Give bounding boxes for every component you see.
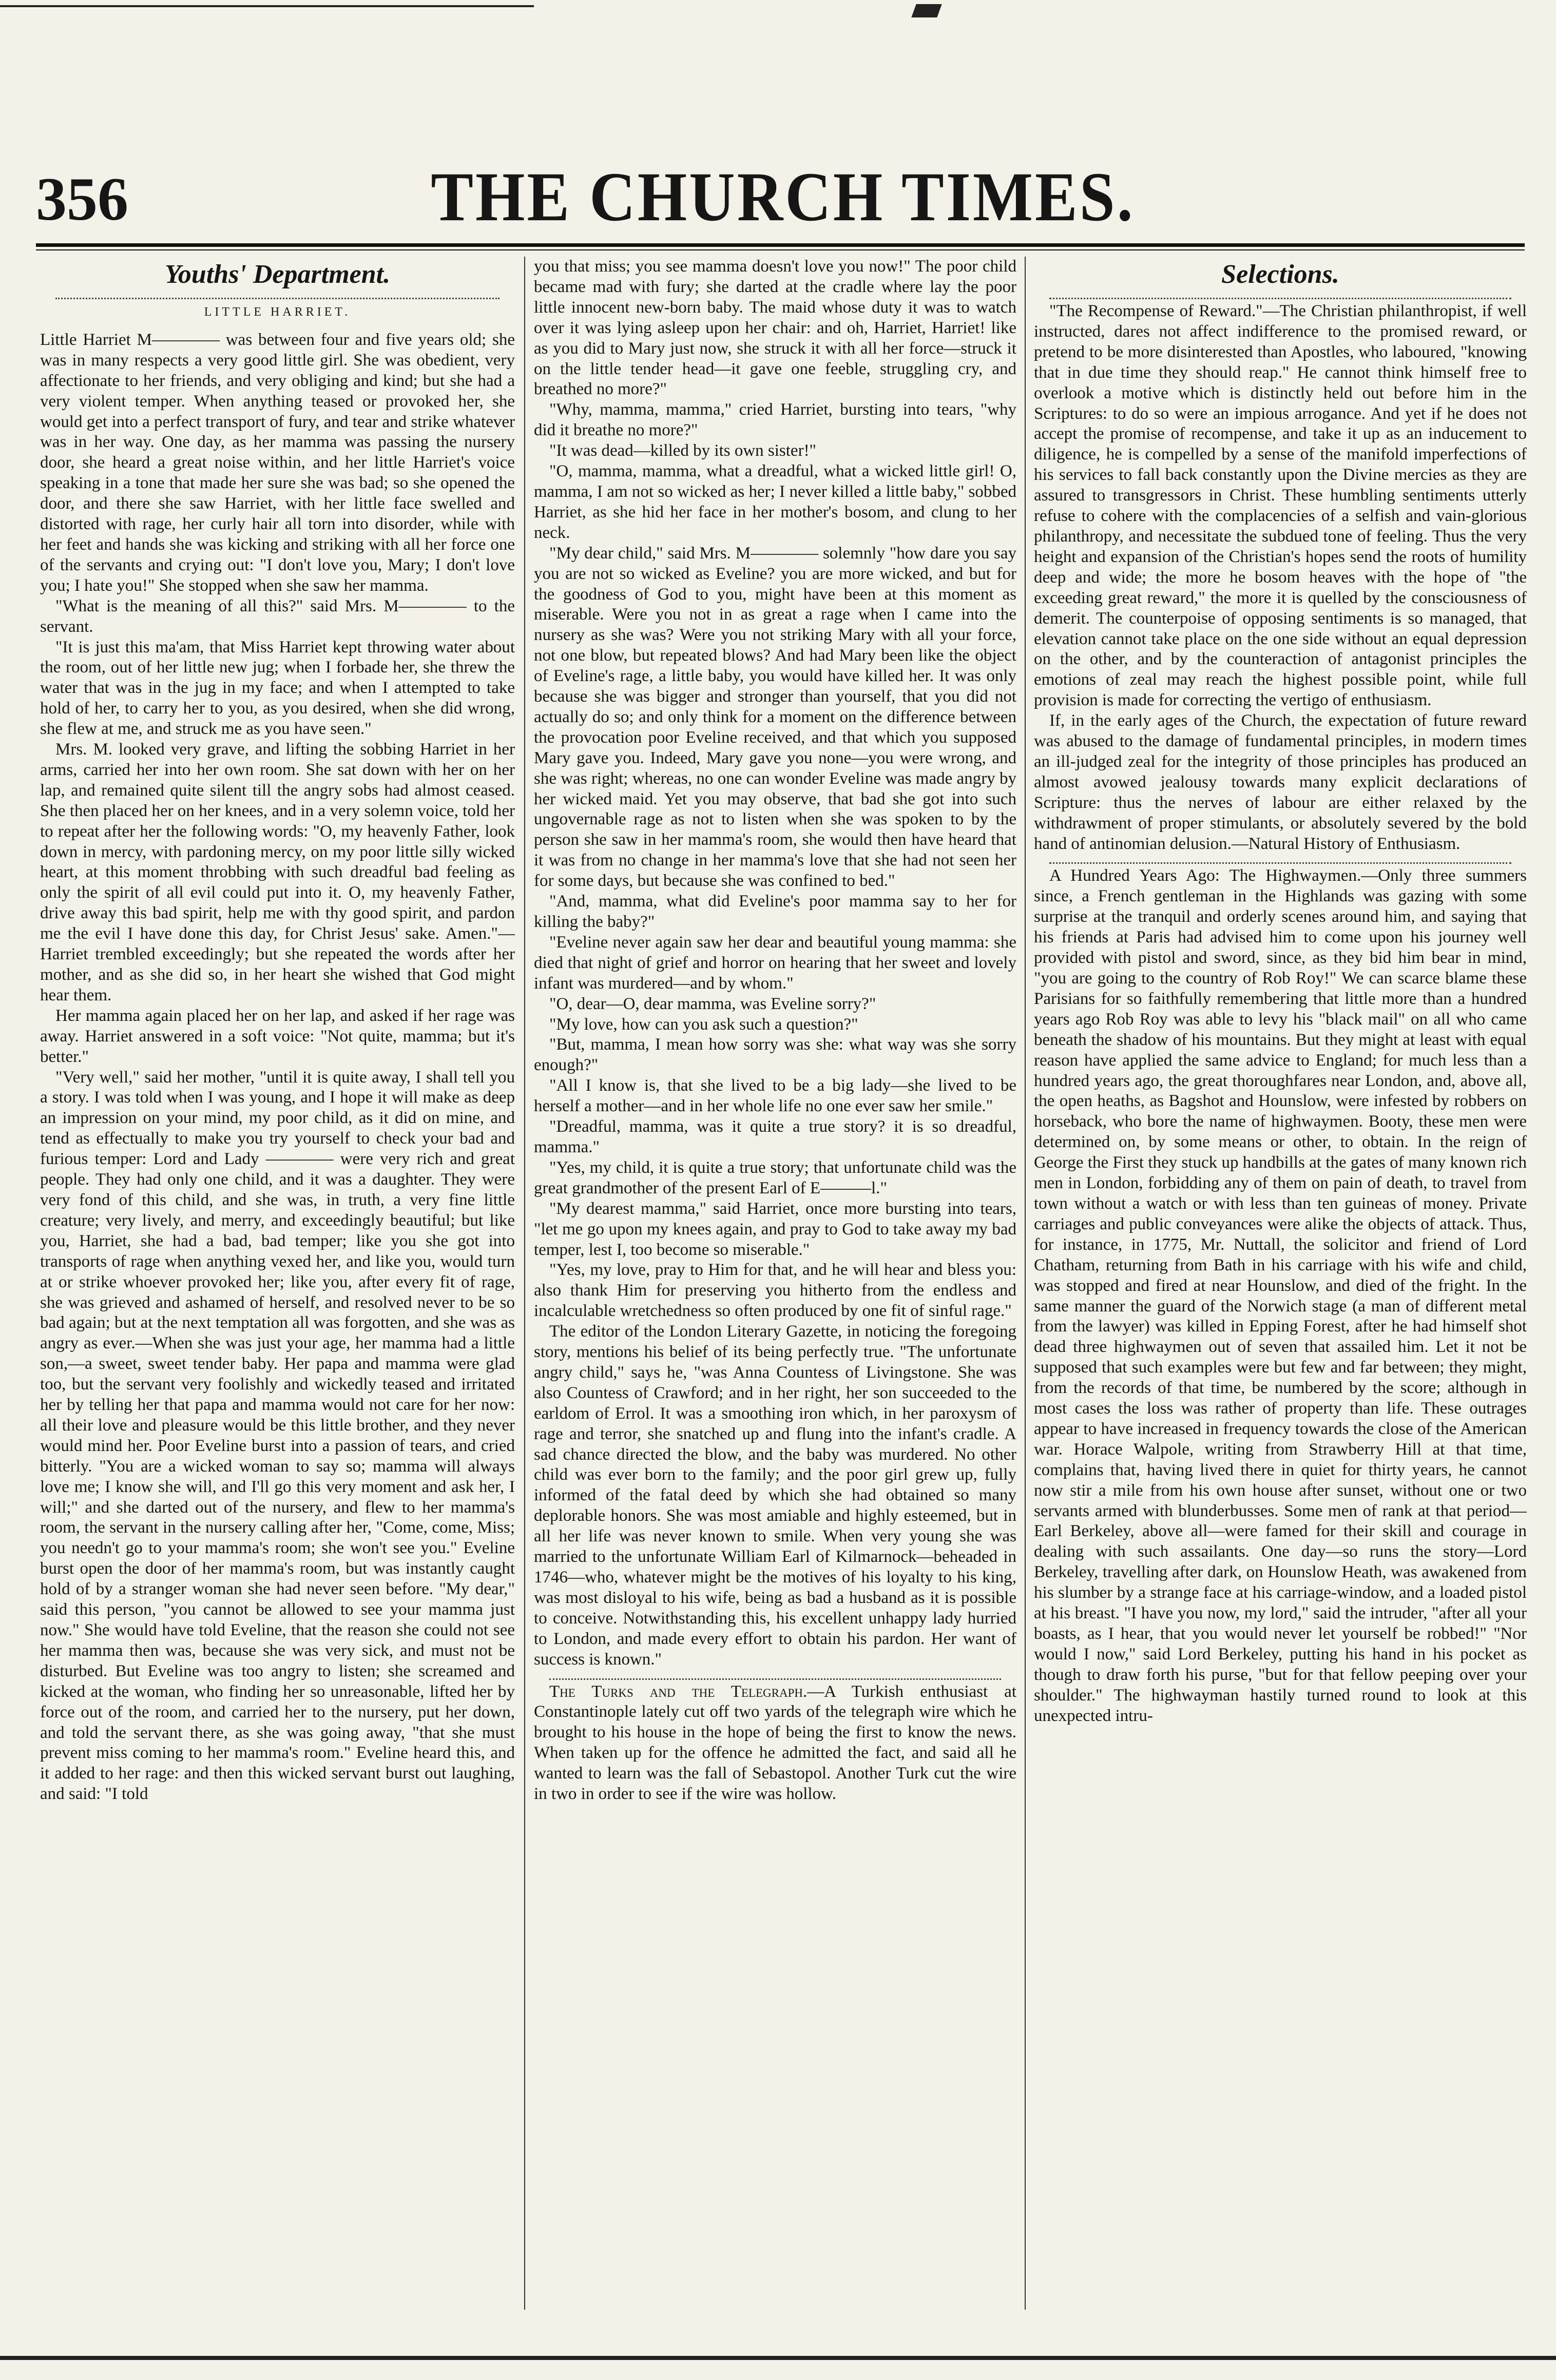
- ornamental-rule: [1049, 291, 1511, 299]
- top-edge-rule: [0, 5, 534, 7]
- paragraph: "O, mamma, mamma, what a dreadful, what a wicked little girl! O, mamma, I am not so wicked as her; I never killed a little baby," sobbed Harriet, as she hid her face in her mother's bosom, and clung to her neck.: [534, 462, 1016, 542]
- paragraph: "My dearest mamma," said Harriet, once more bursting into tears, "let me go upon my knees again, and pray to God to take away my bad temper, lest I, too become so miserable.": [534, 1199, 1016, 1259]
- page-number: 356: [36, 165, 128, 233]
- paragraph: A Hundred Years Ago: The Highwaymen.—Only three summers since, a French gentleman in the Highlands was gazing with some surprise at the tranquil and orderly scenes around him, and saying that his friends at Paris had advised him to come upon his journey well provided with pistol and sword, since, as they bid him bear in mind, "you are going to the country of Rob Roy!" We can scarce blame these Parisians for so faithfully remembering that little more than a hundred years ago Rob Roy was able to levy his "black mail" on all who came beneath the shadow of his mountains. But they might at least with equal reason have applied the same advice to England; for much less than a hundred years ago, the great thoroughfares near London, and, above all, the open heaths, as Bagshot and Hounslow, were infested by robbers on horseback, who bore the name of highwaymen. Booty, these men were determined on, by some means or other, to obtain. In the reign of George the First they stuck up handbills at the gates of many known rich men in London, forbidding any of them on pain of death, to travel from town without a watch or with less than ten guineas of money. Private carriages and public conveyances were alike the objects of attack. Thus, for instance, in 1775, Mr. Nuttall, the solicitor and friend of Lord Chatham, returning from Bath in his carriage with his wife and child, was stopped and fired at near Hounslow, and died of the fright. In the same manner the guard of the Norwich stage (a man of different metal from the lawyer) was killed in Epping Forest, after he had himself shot dead three highwaymen out of seven that assailed him. Let it not be supposed that such examples were but few and far between; they might, from the records of that time, be numbered by the score; although in most cases the loss was rather of property than life. These outrages appear to have increased in frequency towards the close of the American war. Horace Walpole, writing from Strawberry Hill at that time, complains that, having lived there in quiet for thirty years, he cannot now stir a mile from his own house after sunset, without one or two servants armed with blunderbusses. Some men of rank at that period—Earl Berkeley, above all—were famed for their skill and courage in dealing with such assailants. One day—so runs the story—Lord Berkeley, travelling after dark, on Hounslow Heath, was awakened from his slumber by a strange face at his carriage-window, and a loaded pistol at his breast. "I have you now, my lord," said the intruder, "after all your boasts, as I hear, that you would never let yourself be robbed!" "Nor would I now," said Lord Berkeley, putting his hand in his pocket as though to draw forth his purse, "but for that fellow peeping over your shoulder." The highwayman hastily turned round to look at this unexpected intru-: [1034, 866, 1527, 1725]
- section-heading-selections: Selections.: [1221, 260, 1339, 289]
- paragraph: Little Harriet M———— was between four and five years old; she was in many respects a very good little girl. She was obedient, very affectionate to her friends, and very obliging and kind; but she had a very violent temper. When anything teased or provoked her, she would get into a perfect transport of fury, and tear and strike whatever was in her way. One day, as her mamma was passing the nursery door, she heard a great noise within, and her little Harriet's voice speaking in a tone that made her sure she was bad; so she opened the door, and there she saw Harriet, with her little face swelled and distorted with rage, her curly hair all torn into disorder, while with her feet and hands she was kicking and striking with all her force one of the servants and crying out: "I don't love you, Mary; I don't love you; I hate you!" She stopped when she saw her mamma.: [40, 330, 515, 595]
- paragraph: "It is just this ma'am, that Miss Harriet kept throwing water about the room, out of her little new jug; when I forbade her, she threw the water that was in the jug in my face; and when I attempted to take hold of her, to carry her to you, as you desired, when she did wrong, she flew at me, and struck me as you have seen.": [40, 637, 515, 739]
- top-edge-mark: [0, 0, 1556, 24]
- ink-smudge: [911, 4, 942, 17]
- paragraph: "My dear child," said Mrs. M———— solemnly "how dare you say you are not so wicked as Eveline? you are more wicked, and but for the goodness of God to you, might have been at this moment as miserable. Were you not in as great a rage when I came into the nursery as she was? Were you not striking Mary with all your force, not one blow, but repeated blows? And had Mary been like the object of Eveline's rage, a little baby, you would have killed her. It was only because she was bigger and stronger than yourself, that you did not actually do so; and only think for a moment on the difference between the provocation poor Eveline received, and that which you supposed Mary gave you. Indeed, Mary gave you none—you were wrong, and she was right; whereas, no one can wonder Eveline was made angry by her wicked maid. Yet you may observe, that bad she got into such ungovernable rage as not to listen when she was spoken to by the person she saw in her mamma's room, she would then have heard that it was from no change in her mamma's love that she had not seen her for some days, but because she was confined to bed.": [534, 544, 1016, 891]
- paragraph: "But, mamma, I mean how sorry was she: what way was she sorry enough?": [534, 1035, 1016, 1075]
- section-heading-youths-department: Youths' Department.: [164, 260, 391, 289]
- paragraph: Mrs. M. looked very grave, and lifting the sobbing Harriet in her arms, carried her into her own room. She sat down with her on her lap, and remained quite silent till the angry sobs had almost ceased. She then placed her on her knees, and in a very solemn voice, told her to repeat after her the following words: "O, my heavenly Father, look down in mercy, with pardoning mercy, on my poor little silly wicked heart, at this moment throbbing with such dreadful bad feeling as only the spirit of all evil could put into it. O, my heavenly Father, drive away this bad spirit, help me with thy good spirit, and pardon me the evil I have done this day, for Christ Jesus' sake. Amen."—Harriet trembled exceedingly; but she repeated the words after her mother, and as she did so, in her heart she wished that God might hear them.: [40, 740, 515, 1004]
- column-divider: [1025, 257, 1026, 2310]
- paragraph: "Yes, my child, it is quite a true story; that unfortunate child was the great grandmother of the present Earl of E———l.": [534, 1158, 1016, 1197]
- paragraph: "And, mamma, what did Eveline's poor mamma say to her for killing the baby?": [534, 892, 1016, 931]
- paragraph: "Very well," said her mother, "until it is quite away, I shall tell you a story. I was told when I was young, and I hope it will make as deep an impression on your mind, my poor child, as it did on mine, and tend as effectually to make you try yourself to check your bad and furious temper: Lord and Lady ———— were very rich and great people. They had only one child, and it was a daughter. They were very fond of this child, and she was, in truth, a very fine little creature; very lively, and merry, and exceedingly beautiful; but like you, Harriet, she had a bad, bad temper; like you she got into transports of rage when anything vexed her, and like you, would turn at or strike whoever provoked her; like you, after every fit of rage, she was grieved and ashamed of herself, and resolved never to be so bad again; but at the next temptation all was forgotten, and she was as angry as ever.—When she was just your age, her mamma had a little son,—a sweet, sweet tender baby. Her papa and mamma were glad too, but the servant very foolishly and wickedly teased and irritated her by telling her that papa and mamma would not care for her now: all their love and pleasure would be this little brother, and they never would mind her. Poor Eveline burst into a passion of tears, and cried bitterly. "You are a wicked woman to say so; mamma will always love me; I know she will, and I'll go this very moment and ask her, I will;" and she darted out of the nursery, and flew to her mamma's room, the servant in the nursery calling after her, "Come, come, Miss; you needn't go to your mamma's room; she won't see you." Eveline burst open the door of her mamma's room, but was instantly caught hold of by a stranger woman she had never seen before. "My dear," said this person, "you cannot be allowed to see your mamma just now." She would have told Eveline, that the reason she could not see her mamma then was, because she was very sick, and must not be disturbed. But Eveline was too angry to listen; she screamed and kicked at the woman, who finding her so unreasonable, lifted her by force out of the room, and carried her to the nursery, put her down, and told the servant there, as she was going away, "that she must prevent miss coming to her mamma's room." Eveline heard this, and it added to her rage: and then this wicked servant burst out laughing, and said: "I told: [40, 1068, 515, 1804]
- article-body: —A Turkish enthusiast at Constantinople lately cut off two yards of the telegraph wire which he brought to his house in the hope of being the first to know the news. When taken up for the offence he admitted the fact, and said all he wanted to learn was the fall of Sebastopol. Another Turk cut the wire in two in order to see if the wire was hollow.: [534, 1682, 1016, 1804]
- paragraph: "The Recompense of Reward."—The Christian philanthropist, if well instructed, dares not affect indifference to the promised reward, or pretend to be more disinterested than Apostles, who laboured, "knowing that in due time they should reap." He cannot think himself free to overlook a motive which is distinctly held out before him in the Scriptures: to do so were an impious arrogance. And yet if he does not accept the promise of recompense, and take it up as an inducement to diligence, he is compelled by a sense of the manifold imperfections of his services to fall back constantly upon the Divine mercies as they are assured to transgressors in Christ. These humbling sentiments utterly refuse to cohere with the complacencies of a selfish and vain-glorious philanthropy, and necessitate the subdued tone of feeling. Thus the very height and expansion of the Christian's hopes send the roots of humility deep and wide; the more he bosom heaves with the hope of "the exceeding great reward," the more it is quelled by the consciousness of demerit. The counterpoise of opposing sentiments is so managed, that elevation cannot take place on the one side without an equal depression on the other, and by the counteraction of antagonist principles the emotions of zeal may reach the highest possible point, while full provision is made for correcting the vertigo of enthusiasm.: [1034, 302, 1527, 710]
- paragraph: "Eveline never again saw her dear and beautiful young mamma: she died that night of grief and horror on hearing that her sweet and lovely infant was murdered—and by whom.": [534, 933, 1016, 993]
- article-turks-telegraph: [534, 1682, 1016, 1805]
- paragraph: "All I know is, that she lived to be a big lady—she lived to be herself a mother—and in her whole life no one ever saw her smile.": [534, 1076, 1016, 1116]
- page-title: THE CHURCH TIMES.: [431, 158, 1135, 236]
- header-rule-thin: [36, 249, 1525, 250]
- middle-column: [534, 257, 1016, 2310]
- paragraph: Her mamma again placed her on her lap, and asked if her rage was away. Harriet answered in a soft voice: "Not quite, mamma; but it's better.": [40, 1006, 515, 1066]
- ornamental-rule: [1049, 855, 1511, 864]
- paragraph: "What is the meaning of all this?" said Mrs. M———— to the servant.: [40, 596, 515, 636]
- column-divider: [524, 257, 525, 2310]
- paragraph: you that miss; you see mamma doesn't love you now!" The poor child became mad with fury; she darted at the cradle where lay the poor little innocent new-born baby. The maid whose duty it was to watch over it was lying asleep upon her chair: and oh, Harriet, Harriet! like as you did to Mary just now, she struck it with all her force—struck it on the little tender head—it gave one feeble, struggling cry, and breathed no more?": [534, 257, 1016, 399]
- paragraph: The editor of the London Literary Gazette, in noticing the foregoing story, mentions his belief of its being perfectly true. "The unfortunate angry child," says he, "was Anna Countess of Livingstone. She was also Countess of Crawford; and in her right, her son succeeded to the earldom of Errol. It was a smoothing iron which, in her paroxysm of rage and terror, she snatched up and flung into the infant's cradle. A sad chance directed the blow, and the baby was murdered. No other child was ever born to the family; and the poor girl grew up, fully informed of the fatal deed by which she had obtained so many deplorable honors. She was most amiable and highly esteemed, but in all her life was never known to smile. When very young she was married to the unfortunate William Earl of Kilmarnock—beheaded in 1746—who, whatever might be the motives of his loyalty to his king, was most disloyal to his wife, being as bad a husband as it is possible to conceive. Notwithstanding this, his excellent unhappy lady hurried to London, and made every effort to obtain his pardon. Her want of success is known.": [534, 1322, 1016, 1669]
- ornamental-rule: [549, 1671, 1001, 1680]
- left-column: [40, 257, 515, 2310]
- bottom-edge-rule: [0, 2351, 1556, 2380]
- header-rule: [36, 243, 1525, 247]
- paragraph: "Dreadful, mamma, was it quite a true story? it is so dreadful, mamma.": [534, 1117, 1016, 1156]
- paragraph: "Why, mamma, mamma," cried Harriet, bursting into tears, "why did it breathe no more?": [534, 400, 1016, 440]
- paragraph: "My love, how can you ask such a question?": [549, 1015, 858, 1034]
- right-column: [1034, 257, 1527, 2310]
- article-title-little-harriet: LITTLE HARRIET.: [204, 305, 351, 319]
- paragraph: "Yes, my love, pray to Him for that, and he will hear and bless you: also thank Him for preserving you hitherto from the endless and incalculable wretchedness so often produced by one fit of sinful rage.": [534, 1261, 1016, 1321]
- masthead: [36, 158, 1530, 240]
- article-title-turks-telegraph: The Turks and the Telegraph.: [549, 1682, 808, 1701]
- paragraph: "O, dear—O, dear mamma, was Eveline sorry?": [549, 994, 876, 1013]
- ornamental-rule: [55, 291, 500, 299]
- paragraph: If, in the early ages of the Church, the expectation of future reward was abused to the damage of fundamental principles, in modern times an ill-judged zeal for the integrity of those principles has produced an almost avowed jealousy towards many explicit declarations of Scripture: thus the nerves of labour are either relaxed by the withdrawment of proper stimulants, or absolutely severed by the bold hand of antinomian delusion.—Natural History of Enthusiasm.: [1034, 711, 1527, 853]
- paragraph: "It was dead—killed by its own sister!": [549, 441, 817, 460]
